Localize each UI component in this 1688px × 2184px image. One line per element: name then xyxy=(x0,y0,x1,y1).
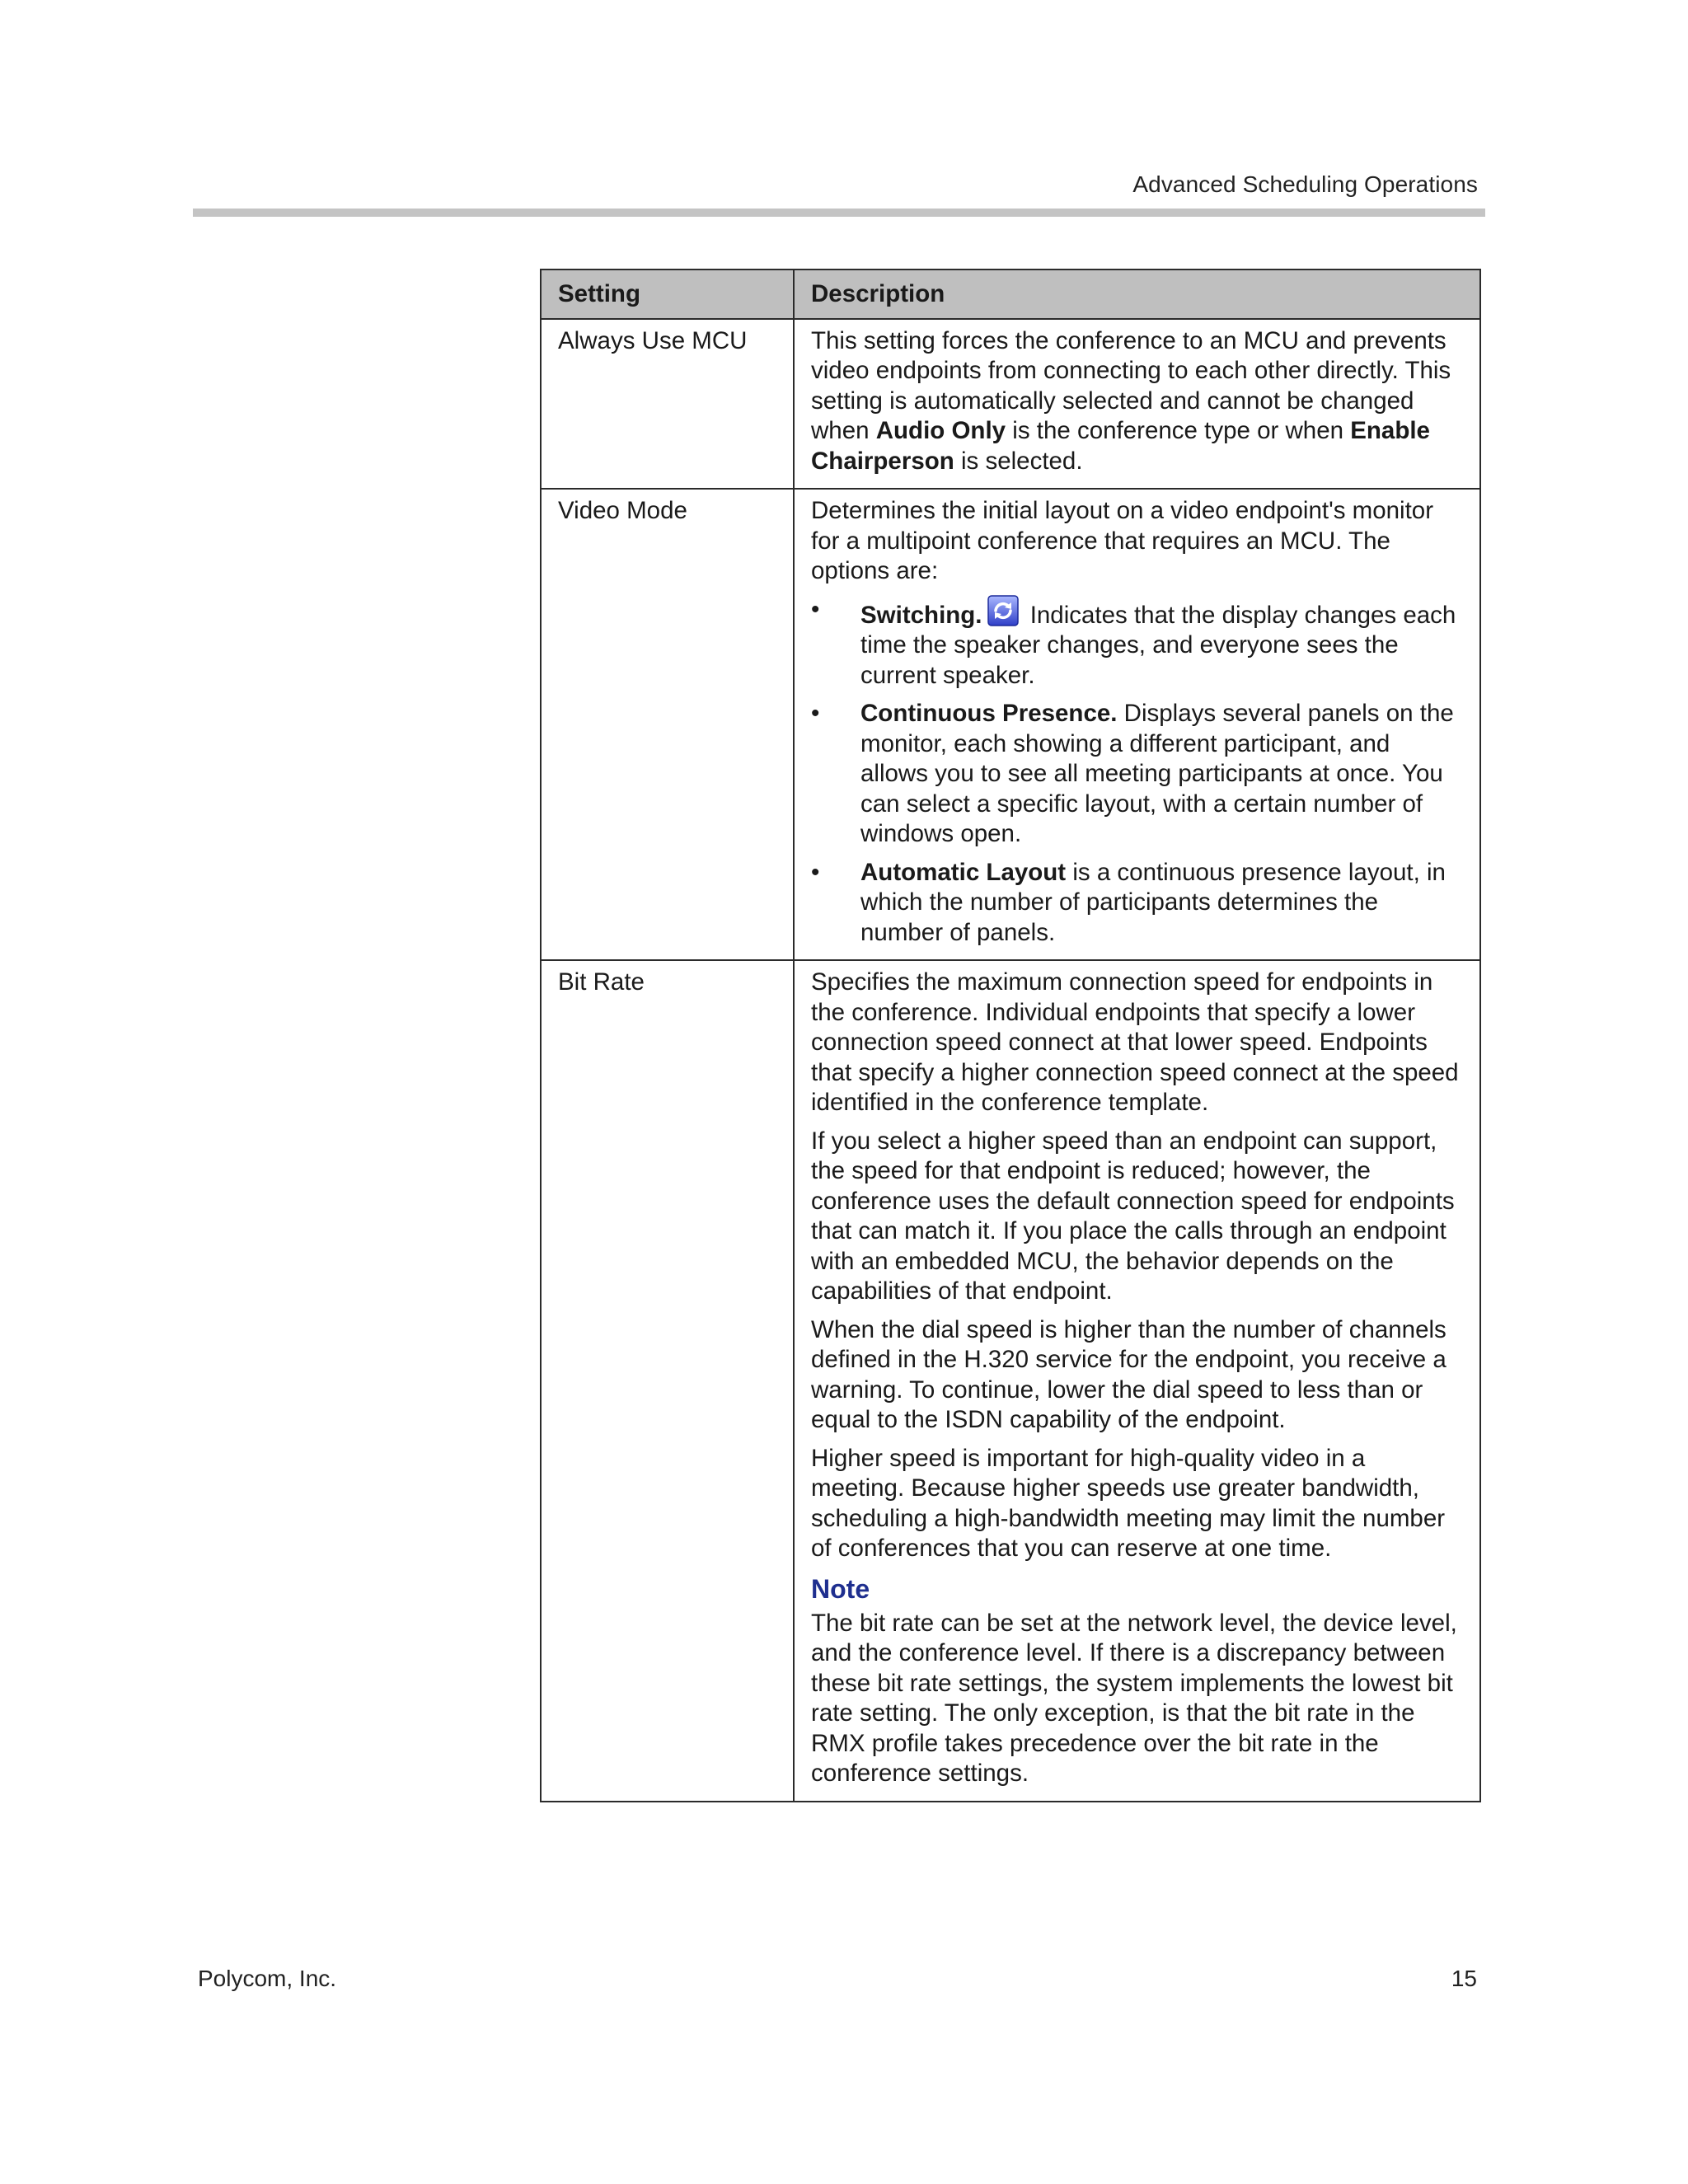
page-number: 15 xyxy=(1451,1966,1477,1991)
table-header-row xyxy=(541,269,1480,319)
setting-name: Always Use MCU xyxy=(541,319,794,490)
description-text: Higher speed is important for high-quality video in a meeting. Because higher speeds use greater bandwidth, scheduling a high-bandwidth meeting may limit the number of conferences that you can reserve at one time. xyxy=(811,1444,1446,1562)
table-row xyxy=(541,489,1480,960)
option-term: Continuous Presence. xyxy=(860,700,1118,727)
note-heading: Note xyxy=(811,1573,870,1604)
setting-description xyxy=(794,319,1480,490)
setting-description xyxy=(794,960,1480,1802)
option-term: Automatic Layout xyxy=(860,858,1067,886)
column-header-setting: Setting xyxy=(541,269,794,319)
table-row xyxy=(541,319,1480,490)
setting-name: Video Mode xyxy=(541,489,794,960)
video-mode-options xyxy=(811,595,1463,949)
description-text: If you select a higher speed than an endpoint can support, the speed for that endpoint is reduced; however, the conference uses the default connection speed for endpoints that can match it. If you place the calls through an endpoint with an embedded MCU, the behavior depends on the capabilities of that endpoint. xyxy=(811,1127,1455,1305)
setting-name: Bit Rate xyxy=(541,960,794,1802)
table-row xyxy=(541,960,1480,1802)
list-item: • Switching. Indicates that the display changes each time the speaker changes, and everyone sees the current speaker. xyxy=(811,595,1456,689)
list-item: • Continuous Presence. Displays several panels on the monitor, each showing a different participant, and allows you to see all meeting participants at once. You can select a specific layout, with a certain number of windows open. xyxy=(811,700,1454,847)
column-header-description: Description xyxy=(794,269,1480,319)
description-text: When the dial speed is higher than the number of channels defined in the H.320 service for the endpoint, you receive a warning. To continue, lower the dial speed to less than or equal to the ISDN capability of the endpoint. xyxy=(811,1315,1447,1433)
footer-company: Polycom, Inc. xyxy=(198,1966,337,1991)
switching-mode-icon xyxy=(987,595,1019,626)
bullet: • xyxy=(811,858,820,886)
bullet: • xyxy=(811,595,820,623)
header-rule xyxy=(193,209,1485,217)
settings-table xyxy=(540,269,1481,1802)
bullet: • xyxy=(811,700,820,727)
running-header: Advanced Scheduling Operations xyxy=(1132,171,1478,197)
term-enable-chairperson: Enable Chairperson xyxy=(811,417,1430,475)
option-term: Switching. xyxy=(860,601,982,629)
setting-description xyxy=(794,489,1480,960)
description-text: This setting forces the conference to an MCU and prevents video endpoints from connecting to each other directly. This setting is automatically selected and cannot be changed when Audio Only is the conference type or when Enable Chairperson is selected. xyxy=(811,326,1451,475)
list-item: • Automatic Layout is a continuous presence layout, in which the number of participants determines the number of panels. xyxy=(811,858,1446,946)
description-text: Specifies the maximum connection speed for endpoints in the conference. Individual endpoints that specify a lower connection speed connect at that lower speed. Endpoints that specify a higher connection speed connect at the speed identified in the conference template. xyxy=(811,968,1459,1116)
term-audio-only: Audio Only xyxy=(875,417,1006,444)
note-text: The bit rate can be set at the network level, the device level, and the conference level. If there is a discrepancy between these bit rate settings, the system implements the lowest bit rate setting. The only exception, is that the bit rate in the RMX profile takes precedence over the bit rate in the conference settings. xyxy=(811,1609,1457,1787)
description-text: Determines the initial layout on a video endpoint's monitor for a multipoint conference that requires an MCU. The options are: xyxy=(811,497,1434,584)
